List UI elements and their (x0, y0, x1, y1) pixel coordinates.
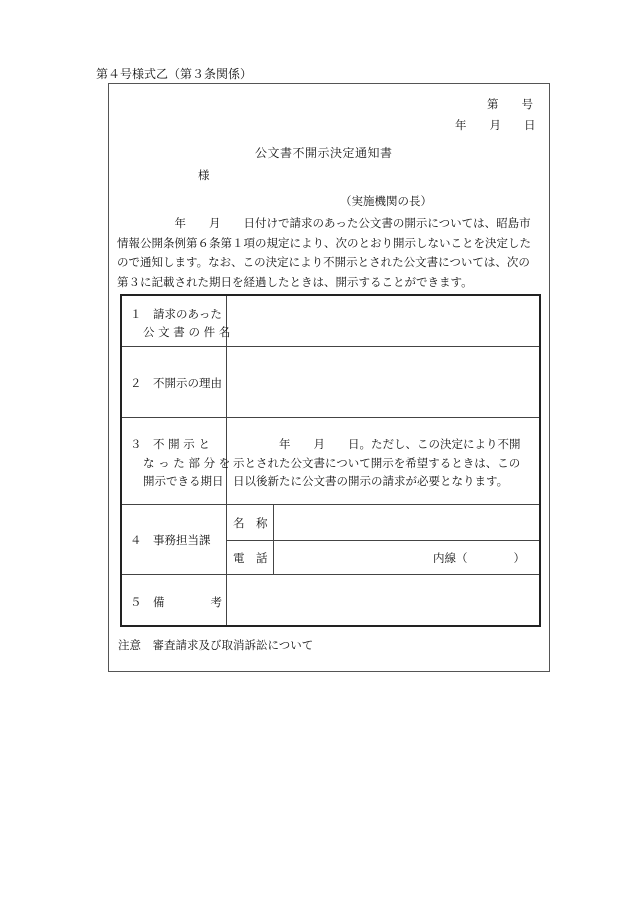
row3-text-line2: 示とされた公文書について開示を希望するときは、この (233, 456, 521, 470)
row3-label-line2: な っ た 部 分 を (143, 456, 231, 470)
row2-label: ２ 不開示の理由 (130, 376, 222, 390)
document-date-line: 年 月 日 (455, 118, 536, 132)
remarks-field[interactable] (230, 579, 535, 621)
extension-label: 内線（ ） (433, 551, 525, 565)
document-number-line: 第 号 (487, 97, 533, 111)
body-text (117, 214, 545, 292)
row3-text-line3: 日以後新たに公文書の開示の請求が必要となります。 (233, 474, 509, 488)
row3-label-line3: 開示できる期日 (143, 474, 224, 488)
row4-label: ４ 事務担当課 (130, 533, 211, 547)
addressee-honorific: 様 (198, 168, 210, 182)
row1-label-line1: １ 請求のあった (130, 307, 222, 321)
body-line: ので通知します。なお、この決定により不開示とされた公文書については、次の (117, 255, 530, 269)
body-line: 情報公開条例第６条第１項の規定により、次のとおり開示しないことを決定した (117, 235, 531, 250)
body-line: 年 月 日付けで請求のあった公文書の開示については、昭島市 (117, 216, 531, 230)
form-number-label: 第４号様式乙（第３条関係） (96, 67, 253, 81)
row1-label-line2: 公 文 書 の 件 名 (143, 325, 231, 339)
department-name-label: 名 称 (233, 516, 268, 530)
row-divider (122, 346, 539, 347)
row3-label-line1: ３ 不 開 示 と (130, 437, 210, 451)
document-title: 公文書不開示決定通知書 (255, 146, 393, 160)
subject-field[interactable] (230, 301, 535, 341)
phone-label: 電 話 (233, 551, 268, 565)
department-name-field[interactable] (277, 508, 535, 536)
row-divider (122, 574, 539, 575)
reason-field[interactable] (230, 352, 535, 412)
row5-label: ５ 備 考 (130, 595, 222, 609)
footnote: 注意 審査請求及び取消訴訟について (118, 638, 314, 652)
row-divider (122, 504, 539, 505)
row3-text-line1: 年 月 日。ただし、この決定により不開 (233, 437, 521, 451)
body-line: 第３に記載された期日を経過したときは、開示することができます。 (117, 274, 473, 289)
issuer-line: （実施機関の長） (340, 194, 432, 208)
row-divider (122, 417, 539, 418)
sub-column-divider (273, 504, 274, 574)
decision-table (120, 294, 541, 627)
